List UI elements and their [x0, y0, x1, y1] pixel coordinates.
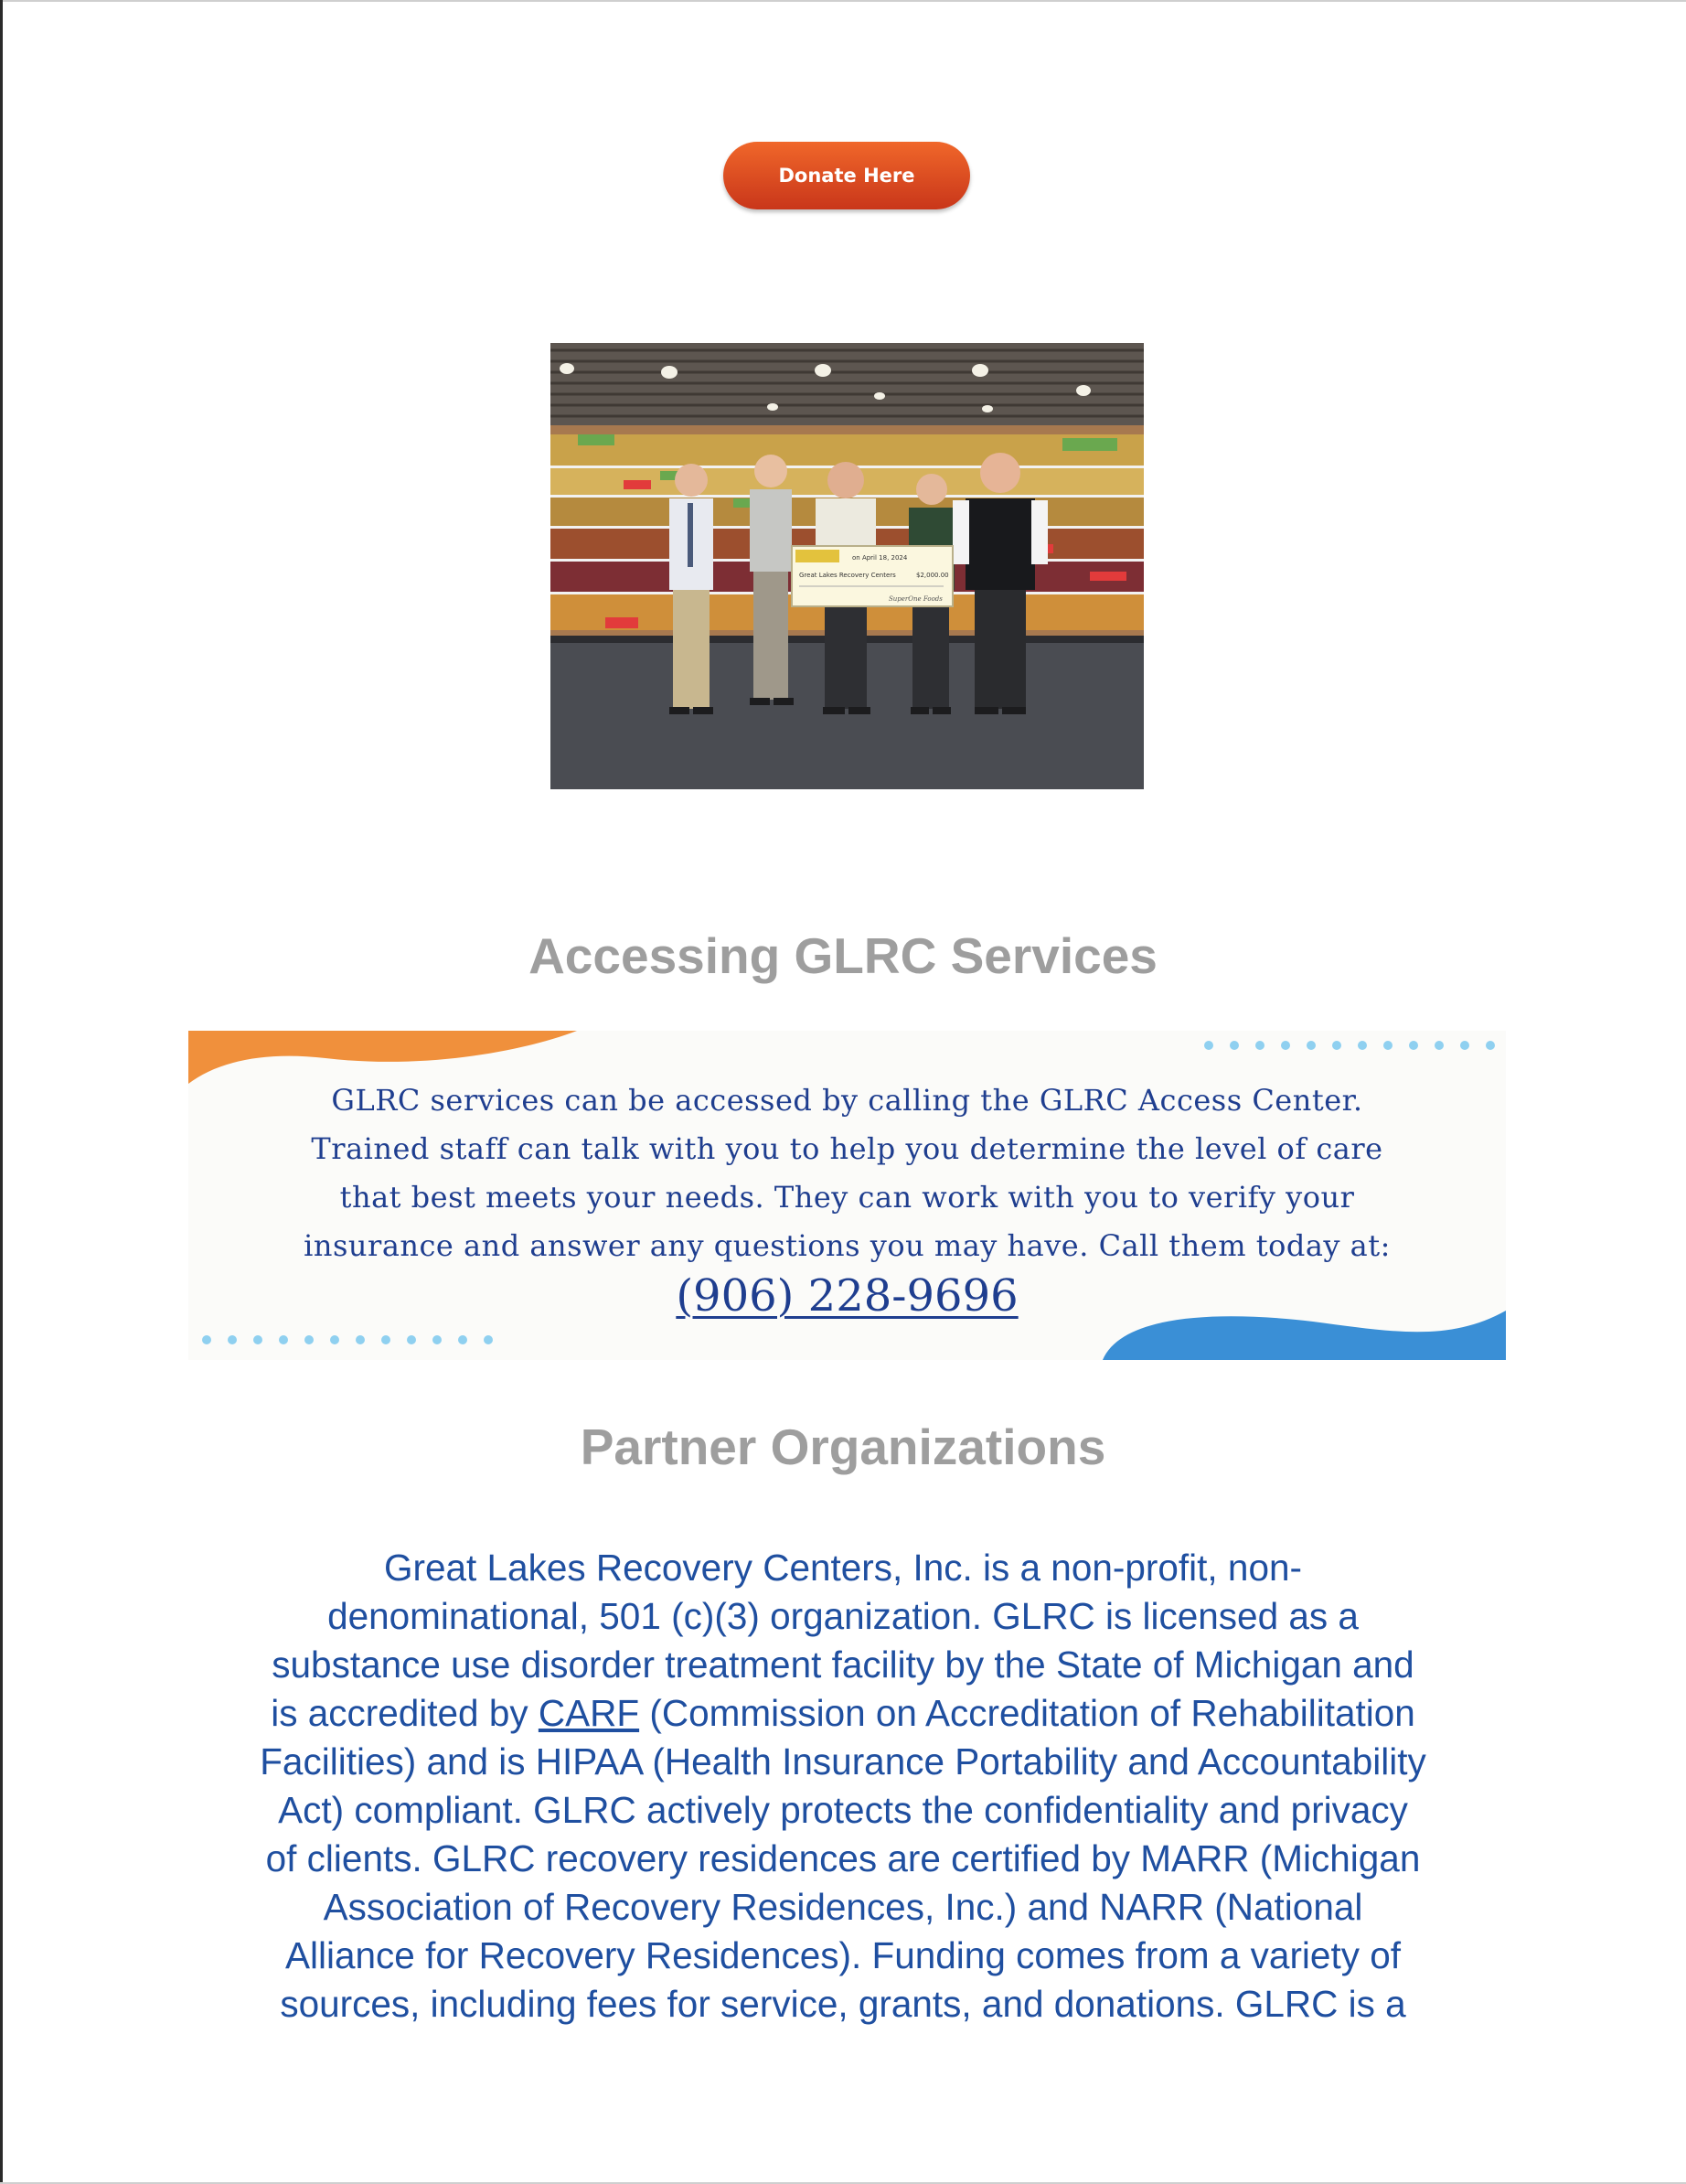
partners-line [179, 1689, 1507, 1738]
access-phone-link[interactable]: (906) 228-9696 [676, 1270, 1019, 1322]
partners-line: Great Lakes Recovery Centers, Inc. is a non-profit, non- [384, 1547, 1302, 1589]
partners-line: Facilities) and is HIPAA (Health Insurance Portability and Accountability [260, 1740, 1426, 1783]
carf-link[interactable]: CARF [538, 1692, 640, 1734]
access-line: that best meets your needs. They can work with you to verify your [339, 1180, 1355, 1215]
partners-line: Alliance for Recovery Residences). Funding comes from a variety of [284, 1934, 1401, 1976]
access-phone-container [188, 1270, 1506, 1322]
accessing-services-heading: Accessing GLRC Services [528, 927, 1158, 984]
check-presentation-photo [550, 343, 1144, 789]
page-left-border [0, 0, 3, 2184]
access-line: GLRC services can be accessed by calling the GLRC Access Center. [331, 1083, 1363, 1118]
partners-line: of clients. GLRC recovery residences are certified by MARR (Michigan [265, 1837, 1421, 1879]
check-signature-text: SuperOne Foods [889, 595, 943, 603]
partners-description [179, 1544, 1507, 2029]
donate-button[interactable]: Donate Here [723, 142, 970, 209]
partners-line: Act) compliant. GLRC actively protects the confidentiality and privacy [278, 1789, 1408, 1831]
check-date-text: on April 18, 2024 [852, 554, 908, 562]
access-description [188, 1076, 1506, 1270]
check-payee-text: Great Lakes Recovery Centers [799, 572, 896, 579]
access-line: Trained staff can talk with you to help you determine the level of care [311, 1131, 1383, 1166]
check-amount-text: $2,000.00 [916, 572, 949, 579]
partners-line-text: is accredited by [271, 1692, 539, 1734]
partners-line: substance use disorder treatment facility by the State of Michigan and [272, 1643, 1414, 1686]
partners-line: Association of Recovery Residences, Inc.) and NARR (National [323, 1886, 1363, 1928]
page-top-border [0, 0, 1686, 2]
partners-line: denominational, 501 (c)(3) organization. GLRC is licensed as a [327, 1595, 1359, 1637]
partner-organizations-heading: Partner Organizations [580, 1419, 1106, 1475]
partners-line-text: (Commission on Accreditation of Rehabilitation [639, 1692, 1415, 1734]
bottom-left-dots [202, 1335, 493, 1344]
access-line: insurance and answer any questions you may have. Call them today at: [304, 1228, 1391, 1263]
top-right-dots [1204, 1041, 1495, 1050]
access-center-banner [188, 1031, 1506, 1360]
partners-line: sources, including fees for service, grants, and donations. GLRC is a [280, 1983, 1406, 2025]
